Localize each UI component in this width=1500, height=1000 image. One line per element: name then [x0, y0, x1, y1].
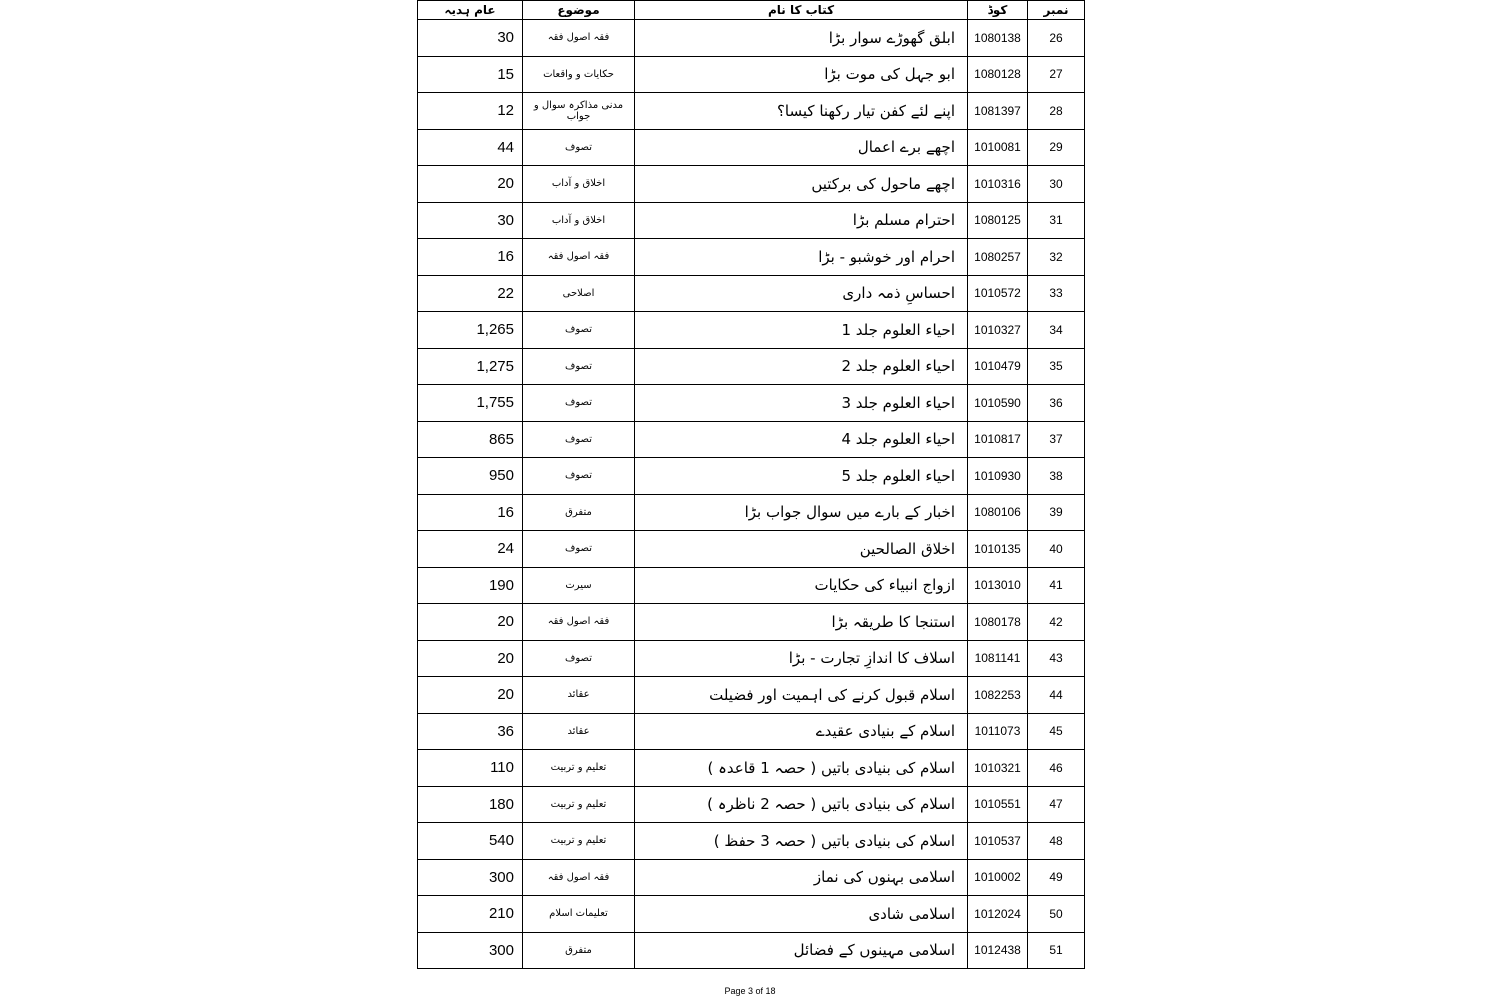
header-code: کوڈ: [968, 1, 1028, 20]
number-cell: 41: [1028, 567, 1085, 604]
price-cell: 30: [418, 202, 523, 239]
table-row: [418, 275, 1085, 312]
header-number: نمبر: [1028, 1, 1085, 20]
title-cell: اسلاف کا اندازِ تجارت - بڑا: [635, 640, 968, 677]
table-row: [418, 859, 1085, 896]
table-row: [418, 494, 1085, 531]
price-cell: 16: [418, 239, 523, 276]
table-row: [418, 421, 1085, 458]
title-cell: احیاء العلوم جلد 2: [635, 348, 968, 385]
price-cell: 15: [418, 56, 523, 93]
subject-cell: فقہ اصول فقہ: [523, 859, 635, 896]
subject-cell: تصوف: [523, 312, 635, 349]
number-cell: 50: [1028, 896, 1085, 933]
book-price-table: [417, 0, 1085, 969]
subject-cell: تعلیمات اسلام: [523, 896, 635, 933]
title-cell: احیاء العلوم جلد 1: [635, 312, 968, 349]
title-cell: ابو جہل کی موت بڑا: [635, 56, 968, 93]
code-cell: 1010081: [968, 129, 1028, 166]
code-cell: 1082253: [968, 677, 1028, 714]
table-row: [418, 604, 1085, 641]
number-cell: 34: [1028, 312, 1085, 349]
subject-cell: تعلیم و تربیت: [523, 823, 635, 860]
title-cell: احساسِ ذمہ داری: [635, 275, 968, 312]
code-cell: 1013010: [968, 567, 1028, 604]
title-cell: اپنے لئے کفن تیار رکھنا کیسا؟: [635, 93, 968, 130]
table-row: [418, 640, 1085, 677]
title-cell: اسلامی مہینوں کے فضائل: [635, 932, 968, 969]
number-cell: 31: [1028, 202, 1085, 239]
price-cell: 1,265: [418, 312, 523, 349]
title-cell: اسلام کی بنیادی باتیں ( حصہ 1 قاعدہ ): [635, 750, 968, 787]
code-cell: 1080138: [968, 20, 1028, 57]
subject-cell: اخلاق و آداب: [523, 166, 635, 203]
number-cell: 29: [1028, 129, 1085, 166]
price-cell: 20: [418, 604, 523, 641]
header-price: عام ہدیہ: [418, 1, 523, 20]
price-cell: 300: [418, 932, 523, 969]
number-cell: 51: [1028, 932, 1085, 969]
code-cell: 1080128: [968, 56, 1028, 93]
price-cell: 44: [418, 129, 523, 166]
table-row: [418, 166, 1085, 203]
subject-cell: تصوف: [523, 348, 635, 385]
code-cell: 1010817: [968, 421, 1028, 458]
subject-cell: اخلاق و آداب: [523, 202, 635, 239]
code-cell: 1080257: [968, 239, 1028, 276]
price-cell: 210: [418, 896, 523, 933]
subject-cell: حکایات و واقعات: [523, 56, 635, 93]
table-row: [418, 202, 1085, 239]
code-cell: 1011073: [968, 713, 1028, 750]
subject-cell: مدنی مذاکرہ سوال و جواب: [523, 93, 635, 130]
price-cell: 20: [418, 166, 523, 203]
number-cell: 26: [1028, 20, 1085, 57]
code-cell: 1012438: [968, 932, 1028, 969]
table-row: [418, 348, 1085, 385]
title-cell: اسلامی شادی: [635, 896, 968, 933]
title-cell: احیاء العلوم جلد 3: [635, 385, 968, 422]
number-cell: 46: [1028, 750, 1085, 787]
title-cell: استنجا کا طریقہ بڑا: [635, 604, 968, 641]
title-cell: احترام مسلم بڑا: [635, 202, 968, 239]
code-cell: 1010321: [968, 750, 1028, 787]
price-cell: 12: [418, 93, 523, 130]
code-cell: 1081141: [968, 640, 1028, 677]
title-cell: احیاء العلوم جلد 5: [635, 458, 968, 495]
code-cell: 1010537: [968, 823, 1028, 860]
table-row: [418, 56, 1085, 93]
code-cell: 1081397: [968, 93, 1028, 130]
number-cell: 47: [1028, 786, 1085, 823]
number-cell: 43: [1028, 640, 1085, 677]
number-cell: 28: [1028, 93, 1085, 130]
code-cell: 1010479: [968, 348, 1028, 385]
subject-cell: تعلیم و تربیت: [523, 786, 635, 823]
number-cell: 35: [1028, 348, 1085, 385]
price-cell: 36: [418, 713, 523, 750]
subject-cell: تصوف: [523, 458, 635, 495]
number-cell: 45: [1028, 713, 1085, 750]
subject-cell: عقائد: [523, 677, 635, 714]
code-cell: 1010002: [968, 859, 1028, 896]
code-cell: 1010551: [968, 786, 1028, 823]
code-cell: 1010572: [968, 275, 1028, 312]
title-cell: اسلام قبول کرنے کی اہمیت اور فضیلت: [635, 677, 968, 714]
code-cell: 1010135: [968, 531, 1028, 568]
number-cell: 32: [1028, 239, 1085, 276]
title-cell: اچھے ماحول کی برکتیں: [635, 166, 968, 203]
price-cell: 110: [418, 750, 523, 787]
table-row: [418, 93, 1085, 130]
subject-cell: متفرق: [523, 494, 635, 531]
table-row: [418, 713, 1085, 750]
number-cell: 38: [1028, 458, 1085, 495]
table-row: [418, 896, 1085, 933]
price-cell: 30: [418, 20, 523, 57]
price-cell: 1,275: [418, 348, 523, 385]
title-cell: اخبار کے بارے میں سوال جواب بڑا: [635, 494, 968, 531]
price-cell: 20: [418, 677, 523, 714]
subject-cell: متفرق: [523, 932, 635, 969]
subject-cell: تصوف: [523, 640, 635, 677]
number-cell: 42: [1028, 604, 1085, 641]
number-cell: 48: [1028, 823, 1085, 860]
code-cell: 1080125: [968, 202, 1028, 239]
code-cell: 1010590: [968, 385, 1028, 422]
number-cell: 30: [1028, 166, 1085, 203]
subject-cell: تصوف: [523, 421, 635, 458]
subject-cell: تصوف: [523, 129, 635, 166]
number-cell: 39: [1028, 494, 1085, 531]
code-cell: 1080106: [968, 494, 1028, 531]
table-row: [418, 823, 1085, 860]
table-row: [418, 458, 1085, 495]
table-row: [418, 567, 1085, 604]
title-cell: احرام اور خوشبو - بڑا: [635, 239, 968, 276]
subject-cell: فقہ اصول فقہ: [523, 604, 635, 641]
title-cell: اسلام کے بنیادی عقیدے: [635, 713, 968, 750]
price-cell: 24: [418, 531, 523, 568]
subject-cell: فقہ اصول فقہ: [523, 20, 635, 57]
title-cell: ازواج انبیاء کی حکایات: [635, 567, 968, 604]
price-cell: 180: [418, 786, 523, 823]
number-cell: 33: [1028, 275, 1085, 312]
table-row: [418, 239, 1085, 276]
subject-cell: عقائد: [523, 713, 635, 750]
code-cell: 1012024: [968, 896, 1028, 933]
price-cell: 16: [418, 494, 523, 531]
title-cell: اخلاق الصالحین: [635, 531, 968, 568]
price-cell: 20: [418, 640, 523, 677]
price-cell: 1,755: [418, 385, 523, 422]
code-cell: 1010316: [968, 166, 1028, 203]
title-cell: اسلامی بہنوں کی نماز: [635, 859, 968, 896]
number-cell: 40: [1028, 531, 1085, 568]
table-row: [418, 677, 1085, 714]
subject-cell: اصلاحی: [523, 275, 635, 312]
number-cell: 27: [1028, 56, 1085, 93]
price-cell: 300: [418, 859, 523, 896]
title-cell: اسلام کی بنیادی باتیں ( حصہ 3 حفظ ): [635, 823, 968, 860]
header-title: کتاب کا نام: [635, 1, 968, 20]
table-row: [418, 750, 1085, 787]
table-row: [418, 129, 1085, 166]
number-cell: 37: [1028, 421, 1085, 458]
price-cell: 22: [418, 275, 523, 312]
code-cell: 1010327: [968, 312, 1028, 349]
table-row: [418, 531, 1085, 568]
number-cell: 44: [1028, 677, 1085, 714]
subject-cell: تعلیم و تربیت: [523, 750, 635, 787]
number-cell: 36: [1028, 385, 1085, 422]
subject-cell: فقہ اصول فقہ: [523, 239, 635, 276]
code-cell: 1010930: [968, 458, 1028, 495]
table-row: [418, 20, 1085, 57]
subject-cell: تصوف: [523, 385, 635, 422]
subject-cell: تصوف: [523, 531, 635, 568]
number-cell: 49: [1028, 859, 1085, 896]
page-number-footer: Page 3 of 18: [724, 986, 776, 996]
subject-cell: سیرت: [523, 567, 635, 604]
price-cell: 540: [418, 823, 523, 860]
price-cell: 190: [418, 567, 523, 604]
price-cell: 865: [418, 421, 523, 458]
table-header-row: [418, 1, 1085, 20]
title-cell: اچھے برے اعمال: [635, 129, 968, 166]
header-subject: موضوع: [523, 1, 635, 20]
title-cell: ابلق گھوڑے سوار بڑا: [635, 20, 968, 57]
table-row: [418, 786, 1085, 823]
table-body: [418, 20, 1085, 969]
price-cell: 950: [418, 458, 523, 495]
title-cell: احیاء العلوم جلد 4: [635, 421, 968, 458]
title-cell: اسلام کی بنیادی باتیں ( حصہ 2 ناظرہ ): [635, 786, 968, 823]
table-row: [418, 385, 1085, 422]
code-cell: 1080178: [968, 604, 1028, 641]
table-row: [418, 932, 1085, 969]
table-row: [418, 312, 1085, 349]
